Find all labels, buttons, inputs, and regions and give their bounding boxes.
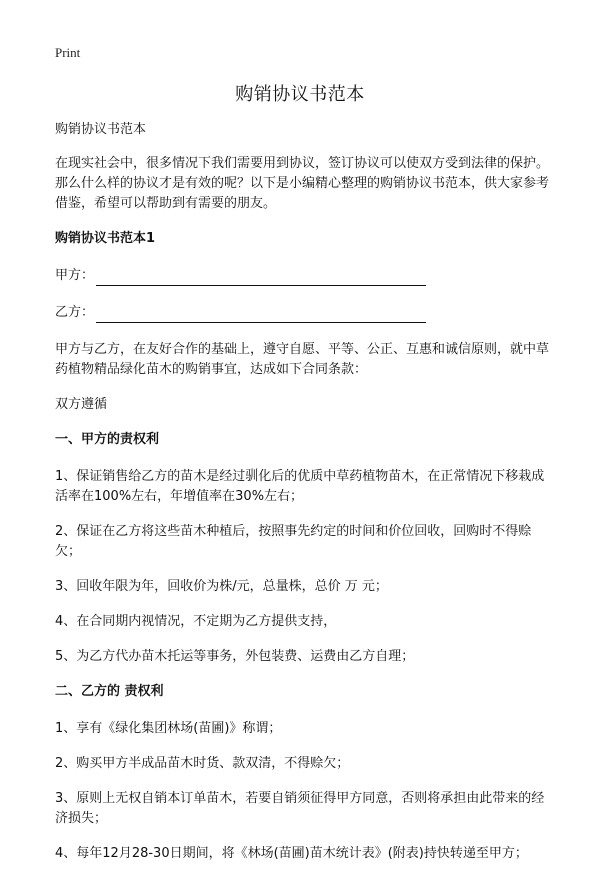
- list-item: 5、为乙方代办苗木托运等事务，外包装费、运费由乙方自理；: [55, 649, 415, 664]
- section-heading: 购销协议书范本1: [55, 231, 156, 246]
- list-item: 1、保证销售给乙方的苗木是经过驯化后的优质中草药植物苗木，在正常情况下移栽成活率在100%左右，年增值率在30%左右；: [55, 469, 545, 504]
- page-title: 购销协议书范本: [235, 84, 365, 105]
- list-item: 2、购买甲方半成品苗木时货、款双清，不得赊欠；: [55, 756, 350, 771]
- part1-heading: 一、甲方的责权利: [55, 432, 160, 447]
- intro-paragraph: 在现实社会中，很多情况下我们需要用到协议，签订协议可以使双方受到法律的保护。那么什么样的协议才是有效的呢？以下是小编精心整理的购销协议书范本，供大家参考借鉴，希望可以帮助到有需要的朋友。: [55, 156, 550, 211]
- party-b-field: [55, 303, 555, 323]
- list-item: 3、原则上无权自销本订单苗木，若要自销须征得甲方同意，否则将承担由此带来的经济损失；: [55, 791, 545, 826]
- list-item: 1、享有《绿化集团林场(苗圃)》称谓；: [55, 721, 282, 736]
- party-a-field: [55, 266, 555, 286]
- party-b-blank: [96, 307, 426, 323]
- agreement-paragraph: 甲方与乙方，在友好合作的基础上，遵守自愿、平等、公正、互惠和诚信原则，就中草药植物精品绿化苗木的购销事宜，达成如下合同条款：: [55, 342, 550, 377]
- document-body: [55, 120, 555, 879]
- list-item: 4、在合同期内视情况，不定期为乙方提供支持，: [55, 614, 337, 629]
- list-item: 4、每年12月28-30日期间，将《林场(苗圃)苗木统计表》(附表)持快转递至甲方；: [55, 846, 528, 861]
- list-item: 2、保证在乙方将这些苗木种植后，按照事先约定的时间和价位回收，回购时不得赊欠；: [55, 524, 532, 559]
- print-link[interactable]: Print: [55, 45, 81, 60]
- subtitle: 购销协议书范本: [55, 122, 147, 137]
- mutual-line: 双方遵循: [55, 397, 108, 412]
- party-b-label: 乙方：: [55, 305, 95, 320]
- list-item: 3、回收年限为年，回收价为株/元，总量株，总价 万 元；: [55, 579, 388, 594]
- party-a-blank: [96, 270, 426, 286]
- part2-heading: 二、乙方的 责权利: [55, 684, 164, 699]
- party-a-label: 甲方：: [55, 268, 95, 283]
